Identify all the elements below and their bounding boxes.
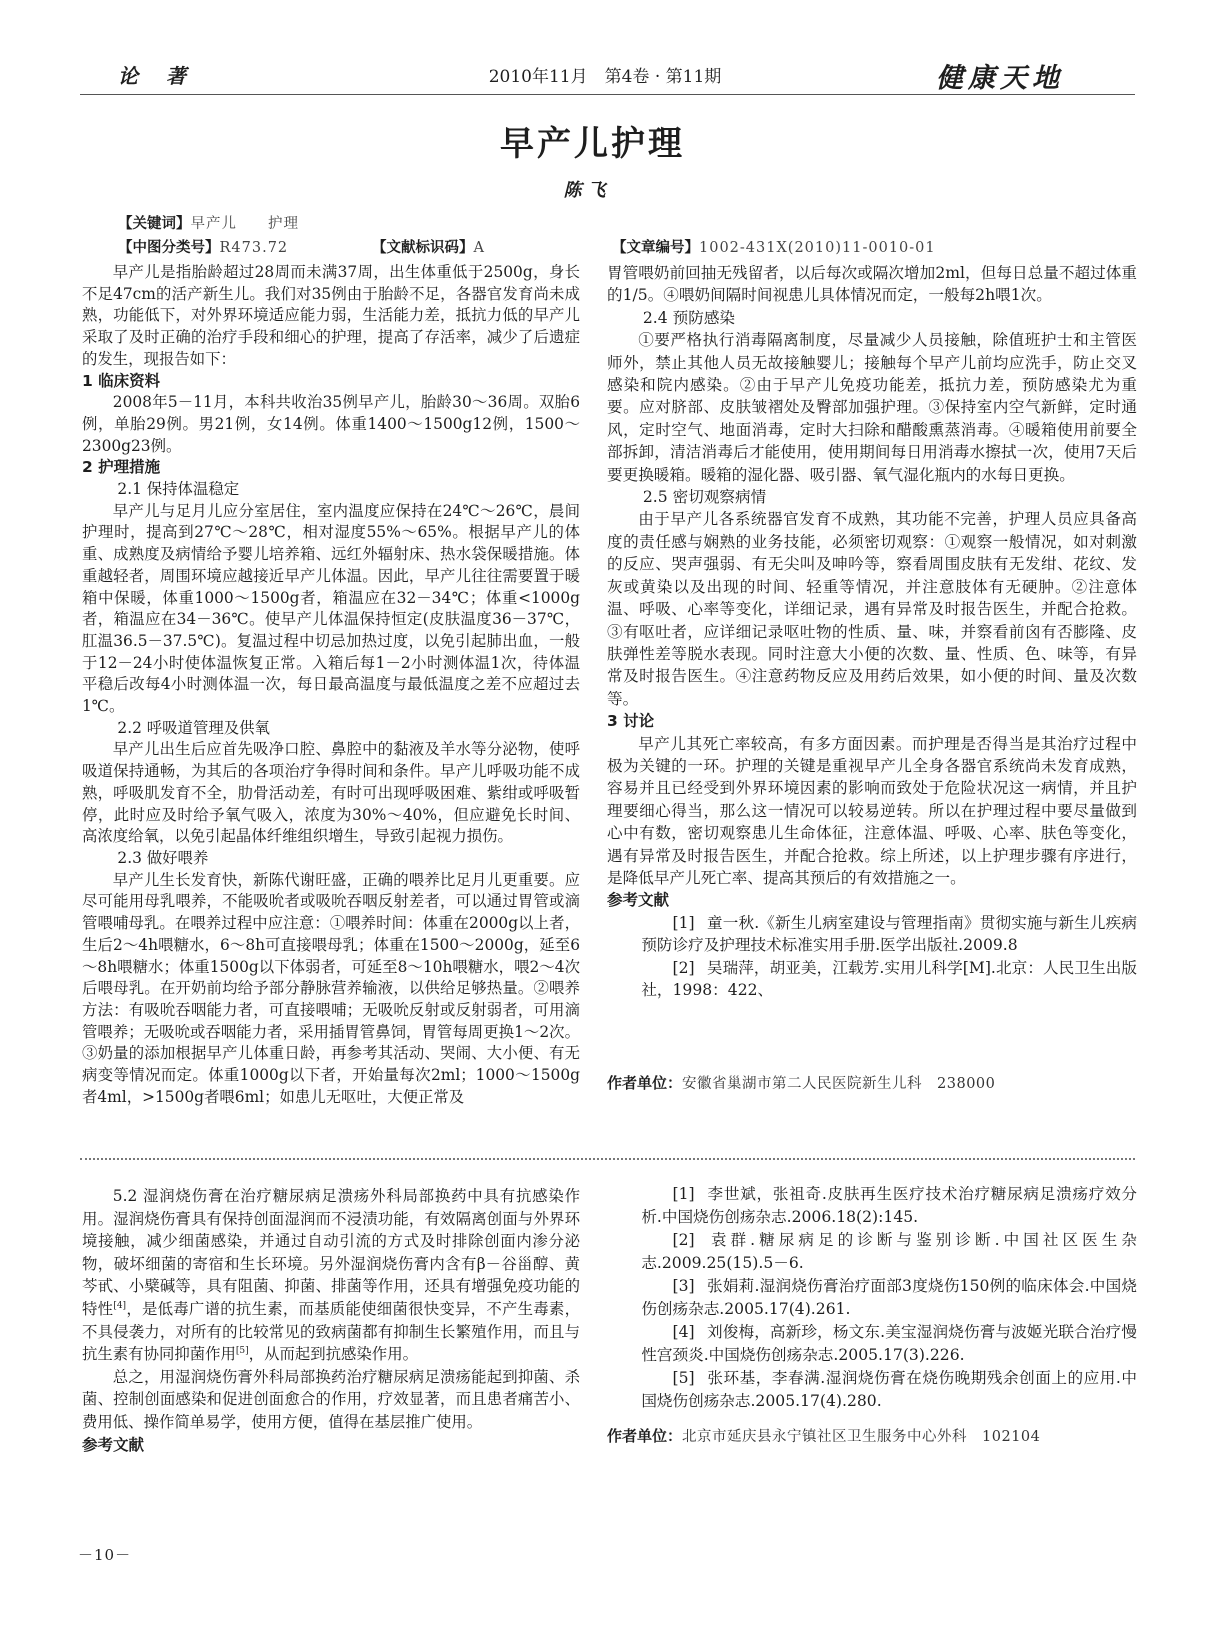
- reference-text: 张环基，李春满.湿润烧伤膏在烧伤晚期残余创面上的应用.中国烧伤创疡杂志.2005.17(4).280.: [641, 1369, 1137, 1410]
- section-heading: 2 护理措施: [82, 458, 161, 477]
- reference-item: [607, 1367, 1137, 1413]
- reference-text: 刘俊梅，高新珍，杨文东.美宝湿润烧伤膏与波姬光联合治疗慢性宫颈炎.中国烧伤创疡杂志.2005.17(3).226.: [641, 1323, 1137, 1364]
- reference-item: [607, 957, 1137, 1002]
- affiliation-label: 作者单位：: [607, 1074, 683, 1092]
- subsection-heading: 2.5 密切观察病情: [642, 488, 767, 507]
- article-separator: [80, 1158, 1135, 1160]
- reference-number: [3]: [672, 1277, 695, 1295]
- citation-marker: [5]: [235, 1346, 249, 1357]
- citation-marker: [4]: [113, 1300, 127, 1311]
- continued-paragraph: 总之，用湿润烧伤膏外科局部换药治疗糖尿病足溃疡能起到抑菌、杀菌、控制创面感染和促进创面愈合的作用，疗效显著，而且患者痛苦小、费用低、操作简单易学，使用方便，值得在基层推广使用。: [82, 1367, 580, 1431]
- reference-item: [607, 912, 1137, 957]
- section-paragraph: 2008年5－11月，本科共收治35例早产儿，胎龄30～36周。双胎6例，单胎29例。男21例，女14例。体重1400～1500g12例，1500～2300g23例。: [82, 393, 580, 455]
- right-column: [607, 262, 1137, 1062]
- references-heading: 参考文献: [607, 891, 670, 910]
- section-heading: 1 临床资料: [82, 371, 161, 390]
- header-journal-name: 健康天地: [936, 63, 1064, 94]
- reference-text: 李世斌，张祖奇.皮肤再生医疗技术治疗糖尿病足溃疡疗效分析.中国烧伤创疡杂志.2006.18(2):145.: [641, 1185, 1137, 1226]
- subsection-paragraph: 早产儿出生后应首先吸净口腔、鼻腔中的黏液及羊水等分泌物，使呼吸道保持通畅，为其后的各项治疗争得时间和条件。早产儿呼吸功能不成熟，呼吸肌发育不全，肋骨活动差，有时可出现呼吸困难、紫绀或呼吸暂停，此时应及时给予氧气吸入，浓度为30%～40%，但应避免长时间、高浓度给氧，以免引起晶体纤维组织增生，导致引起视力损伤。: [82, 740, 580, 846]
- article-number-label: 【文章编号】: [612, 240, 699, 256]
- article-title: 早产儿护理: [500, 124, 685, 164]
- doc-code-line: [372, 236, 485, 257]
- subsection-heading: 2.3 做好喂养: [117, 848, 209, 867]
- subsection-heading: 2.1 保持体温稳定: [117, 480, 240, 499]
- author-affiliation: [607, 1425, 1040, 1446]
- subsection-paragraph: ①要严格执行消毒隔离制度，尽量减少人员接触，除值班护士和主管医师外，禁止其他人员无故接触婴儿；接触每个早产儿前均应洗手，防止交叉感染和院内感染。②由于早产儿免疫功能差，抵抗力差，预防感染尤为重要。应对脐部、皮肤皱褶处及臀部加强护理。③保持室内空气新鲜，定时通风，定时空气、地面消毒，定时大扫除和醋酸熏蒸消毒。④暖箱使用前要全部拆卸，清洁消毒后才能使用，使用期间每日用消毒水擦拭一次，使用7天后要更换暖箱。暖箱的湿化器、吸引器、氧气湿化瓶内的水每日更换。: [607, 331, 1137, 484]
- header-divider: [80, 94, 1135, 95]
- subsection-paragraph: 由于早产儿各系统器官发育不成熟，其功能不完善，护理人员应具备高度的责任感与娴熟的业务技能，必须密切观察：①观察一般情况，如对刺激的反应、哭声强弱、有无尖叫及呻吟等，察看周围皮肤有无发绀、花纹、发灰或黄染以及出现的时间、轻重等情况，并注意肢体有无硬肿。②注意体温、呼吸、心率等变化，详细记录，遇有异常及时报告医生，并配合抢救。③有呕吐者，应详细记录呕吐物的性质、量、味，并察看前囟有否膨隆、皮肤弹性差等脱水表现。同时注意大小便的次数、量、性质、色、味等，有异常及时报告医生。④注意药物反应及用药后效果，如小便的时间、量及次数等。: [607, 510, 1137, 708]
- reference-text: 吴瑞萍，胡亚美，江载芳.实用儿科学[M].北京：人民卫生出版社，1998：422、: [641, 958, 1137, 999]
- reference-text: 张娟莉.湿润烧伤膏治疗面部3度烧伤150例的临床体会.中国烧伤创疡杂志.2005.17(4).261.: [641, 1277, 1137, 1318]
- affiliation-value: 安徽省巢湖市第二人民医院新生儿科 238000: [682, 1076, 996, 1092]
- reference-item: [607, 1321, 1137, 1367]
- keywords-line: [118, 212, 299, 233]
- affiliation-value: 北京市延庆县永宁镇社区卫生服务中心外科 102104: [682, 1429, 1041, 1445]
- doc-code-value: A: [473, 240, 485, 256]
- reference-item: [607, 1275, 1137, 1321]
- subsection-heading: 2.2 呼吸道管理及供氧: [117, 718, 270, 737]
- page-number: －10－: [78, 1546, 132, 1564]
- continued-paragraph: [82, 1185, 580, 1366]
- subsection-paragraph-continued: 胃管喂奶前回抽无残留者，以后每次或隔次增加2ml，但每日总量不超过体重的1/5。④喂奶间隔时间视患儿具体情况而定，一般每2h喂1次。: [607, 264, 1137, 305]
- reference-number: [4]: [672, 1323, 695, 1341]
- reference-item: [607, 1183, 1137, 1229]
- reference-number: [1]: [672, 1185, 695, 1203]
- section-heading: 3 讨论: [607, 712, 655, 731]
- keywords-label: 【关键词】: [118, 216, 191, 232]
- keywords-value: 早产儿 护理: [190, 216, 299, 232]
- continued-text-segment: ，从而起到抗感染作用。: [248, 1345, 418, 1364]
- article-number-value: 1002-431X(2010)11-0010-01: [699, 240, 936, 256]
- clc-value: R473.72: [219, 240, 289, 256]
- subsection-paragraph: 早产儿生长发育快，新陈代谢旺盛，正确的喂养比足月儿更重要。应尽可能用母乳喂养，不能吸吮者或吸吮吞咽反射差者，可以通过胃管或滴管喂哺母乳。在喂养过程中应注意：①喂养时间：体重在2000g以上者，生后2～4h喂糖水，6～8h可直接喂母乳；体重在1500～2000g，延至6～8h喂糖水；体重1500g以下体弱者，可延至8～10h喂糖水，喂2～4次后喂母乳。在开奶前均给予部分静脉营养输液，以供给足够热量。②喂养方法：有吸吮吞咽能力者，可直接喂哺；无吸吮反射或反射弱者，可用滴管喂养；无吸吮或吞咽能力者，采用插胃管鼻饲，胃管每周更换1～2次。③奶量的添加根据早产儿体重日龄，再参考其活动、哭闹、大小便、有无病变等情况而定。体重1000g以下者，开始量每次2ml；1000～1500g者4ml，>1500g者喂6ml；如患儿无呕吐，大便正常及: [82, 870, 580, 1106]
- references-heading: 参考文献: [82, 1435, 145, 1454]
- doc-code-label: 【文献标识码】: [372, 240, 474, 256]
- subsection-heading: 2.4 预防感染: [642, 308, 736, 327]
- clc-line: [118, 236, 288, 257]
- affiliation-label: 作者单位：: [607, 1427, 683, 1445]
- header-section-label: 论 著: [118, 64, 190, 88]
- reference-number: [5]: [672, 1369, 695, 1387]
- reference-number: [1]: [672, 913, 695, 932]
- clc-label: 【中图分类号】: [118, 240, 220, 256]
- subsection-paragraph: 早产儿与足月儿应分室居住，室内温度应保持在24℃～26℃，晨间护理时，提高到27℃～28℃，相对湿度55%～65%。根据早产儿的体重、成熟度及病情给予婴儿培养箱、远红外辐射床、热水袋保暖措施。体重越轻者，周围环境应越接近早产儿体温。因此，早产儿往往需要置于暖箱中保暖，体重1000～1500g者，箱温应在32－34℃；体重<1000g者，箱温应在34－36℃。使早产儿体温保持恒定(皮肤温度36－37℃，肛温36.5－37.5℃)。复温过程中切忌加热过度，以免引起肺出血，一般于12－24小时使体温恢复正常。入箱后每1－2小时测体温1次，待体温平稳后改每4小时测体温一次，每日最高温度与最低温度之差不应超过去1℃。: [82, 501, 580, 716]
- reference-number: [2]: [672, 1231, 695, 1249]
- header-issue-info: 2010年11月 第4卷 · 第11期: [488, 67, 722, 87]
- continued-left-column: [82, 1185, 580, 1485]
- continued-text-segment: 5.2 湿润烧伤膏在治疗糖尿病足溃疡外科局部换药中具有抗感染作用。湿润烧伤膏具有保持创面湿润而不浸渍功能，有效隔离创面与外界环境接触，减少细菌感染，并通过自动引流的方式及时排除创面内渗分泌物，破坏细菌的寄宿和生长环境。另外湿润烧伤膏内含有β－谷甾醇、黄芩甙、小檗碱等，具有阻菌、抑菌、排菌等作用，还具有增强免疫功能的特性: [82, 1187, 580, 1318]
- section-paragraph: 早产儿其死亡率较高，有多方面因素。而护理是否得当是其治疗过程中极为关键的一环。护理的关键是重视早产儿全身各器官系统尚未发育成熟，容易并且已经受到外界环境因素的影响而致处于危险状况这一病情，并且护理要细心得当，那么这一情况可以较易逆转。所以在护理过程中要尽量做到心中有数，密切观察患儿生命体征，注意体温、呼吸、心率、肤色等变化，遇有异常及时报告医生，并配合抢救。综上所述，以上护理步骤有序进行，是降低早产儿死亡率、提高其预后的有效措施之一。: [607, 734, 1137, 887]
- reference-text: 袁群.糖尿病足的诊断与鉴别诊断.中国社区医生杂志.2009.25(15).5－6.: [641, 1231, 1137, 1272]
- intro-paragraph: 早产儿是指胎龄超过28周而未满37周，出生体重低于2500g，身长不足47cm的活产新生儿。我们对35例由于胎龄不足，各器官发育尚未成熟，功能低下，对外界环境适应能力弱，生活能力差，抵抗力低的早产儿采取了及时正确的治疗手段和细心的护理，提高了存活率，减少了后遗症的发生，现报告如下：: [82, 263, 580, 368]
- reference-number: [2]: [672, 958, 695, 977]
- reference-item: [607, 1229, 1137, 1275]
- reference-text: 童一秋.《新生儿病室建设与管理指南》贯彻实施与新生儿疾病预防诊疗及护理技术标准实用手册.医学出版社.2009.8: [641, 913, 1137, 955]
- article-number-line: [612, 236, 936, 257]
- continued-right-column: [607, 1183, 1137, 1423]
- article-author: 陈飞: [563, 180, 612, 201]
- author-affiliation: [607, 1072, 995, 1093]
- left-column: [82, 262, 580, 1142]
- continued-text-segment: ，是低毒广谱的抗生素，而基质能使细菌很快变异，不产生毒素，不具侵袭力，对所有的比较常见的致病菌都有抑制生长繁殖作用，而且与抗生素有协同抑菌作用: [82, 1299, 580, 1364]
